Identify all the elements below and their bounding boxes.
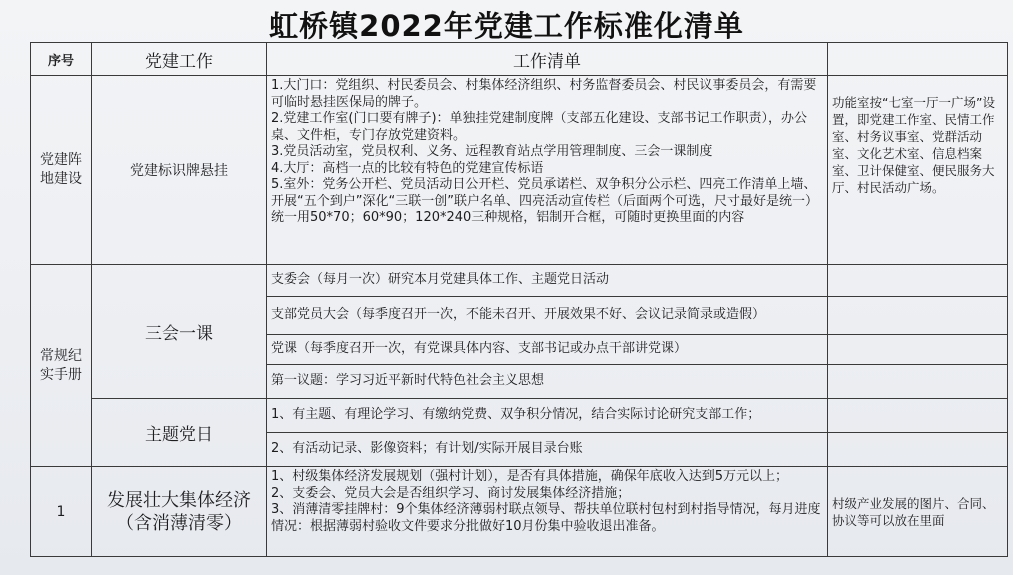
list-item: 1、有主题、有理论学习、有缴纳党费、双争积分情况，结合实际讨论研究支部工作； — [267, 399, 828, 433]
list-item: 支委会（每月一次）研究本月党建具体工作、主题党日活动 — [267, 265, 828, 297]
list-item: 4.大厅：高档一点的比较有特色的党建宣传标语 — [271, 160, 544, 176]
section-seq: 常规纪实手册 — [31, 265, 92, 467]
work-list — [267, 467, 828, 557]
list-item: 1、村级集体经济发展规划（强村计划），是否有具体措施，确保年底收入达到5万元以上； — [271, 469, 789, 484]
header-row — [31, 43, 1008, 76]
header-remark — [828, 43, 1008, 76]
work-item-title: 发展壮大集体经济 — [107, 489, 251, 511]
list-item: 1.大门口：党组织、村民委员会、村集体经济组织、村务监督委员会、村民议事委员会，有需要可临时悬挂医保局的牌子。 — [271, 78, 817, 110]
work-item: 三会一课 — [92, 265, 267, 399]
list-item: 2、支委会、党员大会是否组织学习、商讨发展集体经济措施； — [271, 485, 631, 501]
list-item: 2、有活动记录、影像资料；有计划/实际开展目录台账 — [267, 433, 828, 467]
remark-cell — [828, 265, 1008, 297]
work-item-subtitle: （含消薄清零） — [116, 512, 242, 534]
list-item: 5.室外：党务公开栏、党员活动日公开栏、党员承诺栏、双争积分公示栏、四亮工作清单上墙、开展“五个到户”深化“三联一创”联户名单、四亮活动宣传栏（后面两个可选，尺寸最好是统一）统一用50*70；60*90；120*240三种规格，铝制开合框，可随时更换里面的内容 — [271, 177, 818, 225]
standard-list-table — [30, 42, 1008, 557]
header-work: 党建工作 — [92, 43, 267, 76]
list-item: 2.党建工作室(门口要有牌子)：单独挂党建制度牌（支部五化建设、支部书记工作职责），办公桌、文件柜，专门存放党建资料。 — [271, 111, 808, 143]
list-item: 支部党员大会（每季度召开一次，不能未召开、开展效果不好、会议记录简录或造假） — [267, 297, 828, 335]
remark-cell — [828, 399, 1008, 433]
remark-cell — [828, 365, 1008, 399]
table-row — [31, 265, 1008, 297]
work-item — [92, 467, 267, 557]
table-row — [31, 467, 1008, 557]
list-item: 党课（每季度召开一次，有党课具体内容、支部书记或办点干部讲党课） — [267, 335, 828, 365]
document-title: 虹桥镇2022年党建工作标准化清单 — [269, 9, 744, 43]
remark-cell: 功能室按“七室一厅一广场”设置，即党建工作室、民情工作室、村务议事室、党群活动室、文化艺术室、信息档案室、卫计保健室、便民服务大厅、村民活动广场。 — [828, 76, 1008, 265]
remark-cell — [828, 335, 1008, 365]
table-row — [31, 76, 1008, 265]
remark-cell — [828, 297, 1008, 335]
header-seq: 序号 — [31, 43, 92, 76]
work-list — [267, 76, 828, 265]
list-item: 3.党员活动室，党员权利、义务、远程教育站点学用管理制度、三会一课制度 — [271, 144, 713, 159]
table-row — [31, 399, 1008, 433]
header-list: 工作清单 — [267, 43, 828, 76]
remark-cell: 村级产业发展的图片、合同、协议等可以放在里面 — [828, 467, 1008, 557]
work-item: 党建标识牌悬挂 — [92, 76, 267, 265]
section-seq: 1 — [31, 467, 92, 557]
remark-cell — [828, 433, 1008, 467]
work-item: 主题党日 — [92, 399, 267, 467]
list-item: 3、消薄清零挂牌村：9个集体经济薄弱村联点领导、帮扶单位联村包村到村指导情况，每月进度情况：根据薄弱村验收文件要求分批做好10月份集中验收退出准备。 — [271, 502, 821, 534]
section-seq: 党建阵地建设 — [31, 76, 92, 265]
list-item: 第一议题：学习习近平新时代特色社会主义思想 — [267, 365, 828, 399]
